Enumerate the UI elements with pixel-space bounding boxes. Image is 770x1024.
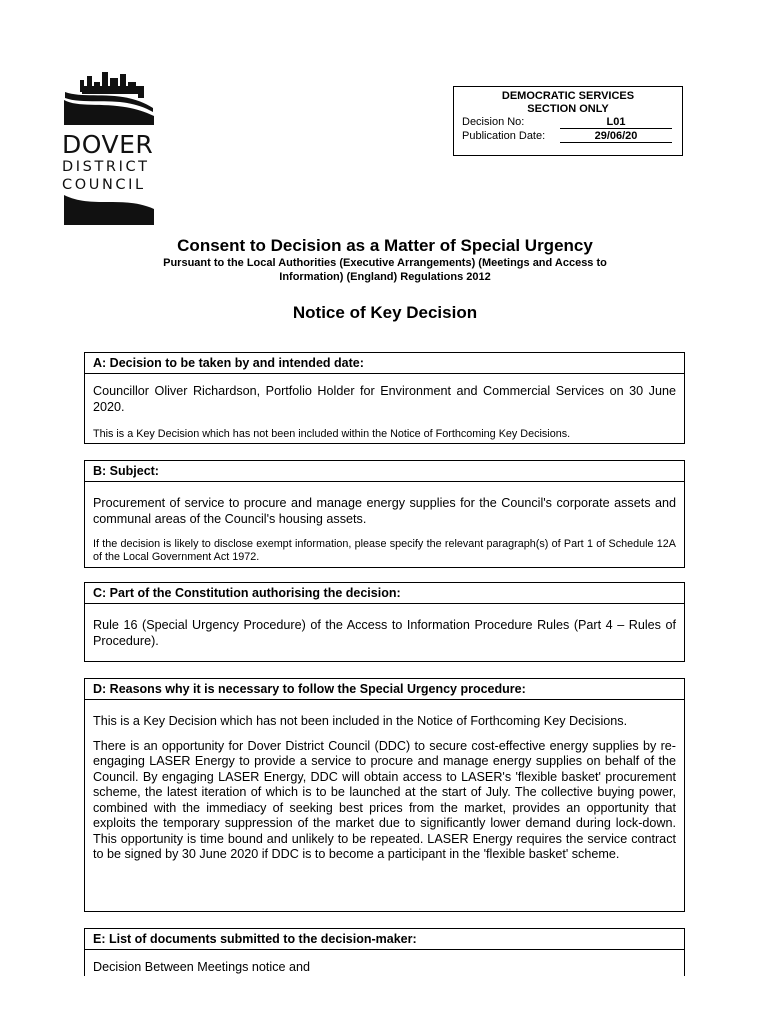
decision-no-row [462, 116, 672, 129]
castle-silhouette-icon [62, 70, 157, 125]
logo-footer-wave [62, 195, 157, 225]
publication-date-label: Publication Date: [462, 130, 546, 142]
section-b-note: If the decision is likely to disclose exempt information, please specify the relevant paragraph(s) of Part 1 of Schedule 12A of the Local Government Act 1972. [93, 538, 676, 563]
section-b-text: Procurement of service to procure and manage energy supplies for the Council's corporate assets and communal areas of the Council's housing assets. [93, 496, 676, 526]
publication-date-row [462, 130, 672, 143]
section-e-text: Decision Between Meetings notice and [93, 960, 311, 974]
logo-district: DISTRICT [62, 159, 150, 175]
section-e-body [85, 960, 684, 976]
section-d [84, 678, 685, 912]
ds-heading-2: SECTION ONLY [527, 103, 609, 115]
section-a [84, 352, 685, 444]
section-a-text: Councillor Oliver Richardson, Portfolio Holder for Environment and Commercial Services on 30 June 2020. [93, 384, 676, 414]
council-logo [62, 70, 157, 225]
section-b-body [85, 496, 684, 564]
section-c [84, 582, 685, 662]
publication-date-value: 29/06/20 [560, 130, 672, 143]
section-c-body [85, 618, 684, 649]
section-a-body [85, 384, 684, 441]
section-d-heading: D: Reasons why it is necessary to follow the Special Urgency procedure: [85, 679, 684, 700]
decision-no-value: L01 [560, 116, 672, 129]
ds-heading-1: DEMOCRATIC SERVICES [501, 90, 635, 102]
subtitle-line-1: Pursuant to the Local Authorities (Executive Arrangements) (Meetings and Access to [163, 257, 607, 269]
section-c-text: Rule 16 (Special Urgency Procedure) of the Access to Information Procedure Rules (Part 4 – Rules of Procedure). [93, 618, 676, 648]
notice-title: Notice of Key Decision [292, 303, 478, 322]
section-a-note: This is a Key Decision which has not been included within the Notice of Forthcoming Key Decisions. [93, 428, 571, 440]
section-c-heading: C: Part of the Constitution authorising the decision: [85, 583, 684, 604]
section-a-heading: A: Decision to be taken by and intended date: [85, 353, 684, 374]
logo-council: COUNCIL [62, 176, 146, 193]
decision-no-label: Decision No: [462, 116, 525, 128]
subtitle [0, 256, 770, 284]
section-e-heading: E: List of documents submitted to the decision-maker: [85, 929, 684, 950]
democratic-services-box [453, 86, 683, 156]
subtitle-line-2: Information) (England) Regulations 2012 [279, 271, 491, 283]
section-d-para-1: This is a Key Decision which has not been included in the Notice of Forthcoming Key Decisions. [93, 714, 628, 728]
logo-dover: DOVER [62, 130, 154, 159]
section-e [84, 928, 685, 976]
section-d-body [85, 714, 684, 863]
section-d-para-2: There is an opportunity for Dover District Council (DDC) to secure cost-effective energy supplies by re-engaging LASER Energy to provide a service to procure and manage energy supplies on behalf of the Council. By engaging LASER Energy, DDC will obtain access to LASER's 'flexible basket' procurement scheme, the latest iteration of which is to be launched at the start of July. The collective buying power, combined with the immediacy of seeking best prices from the market, provides an opportunity that exploits the temporary suppression of the market due to significantly lower demand during lock-down. This opportunity is time bound and unlikely to be repeated. LASER Energy requires the service contract to be signed by 30 June 2020 if DDC is to become a participant in the 'flexible basket' scheme. [93, 738, 676, 861]
section-b-heading: B: Subject: [85, 461, 684, 482]
section-b [84, 460, 685, 568]
page-title: Consent to Decision as a Matter of Special Urgency [177, 236, 593, 255]
